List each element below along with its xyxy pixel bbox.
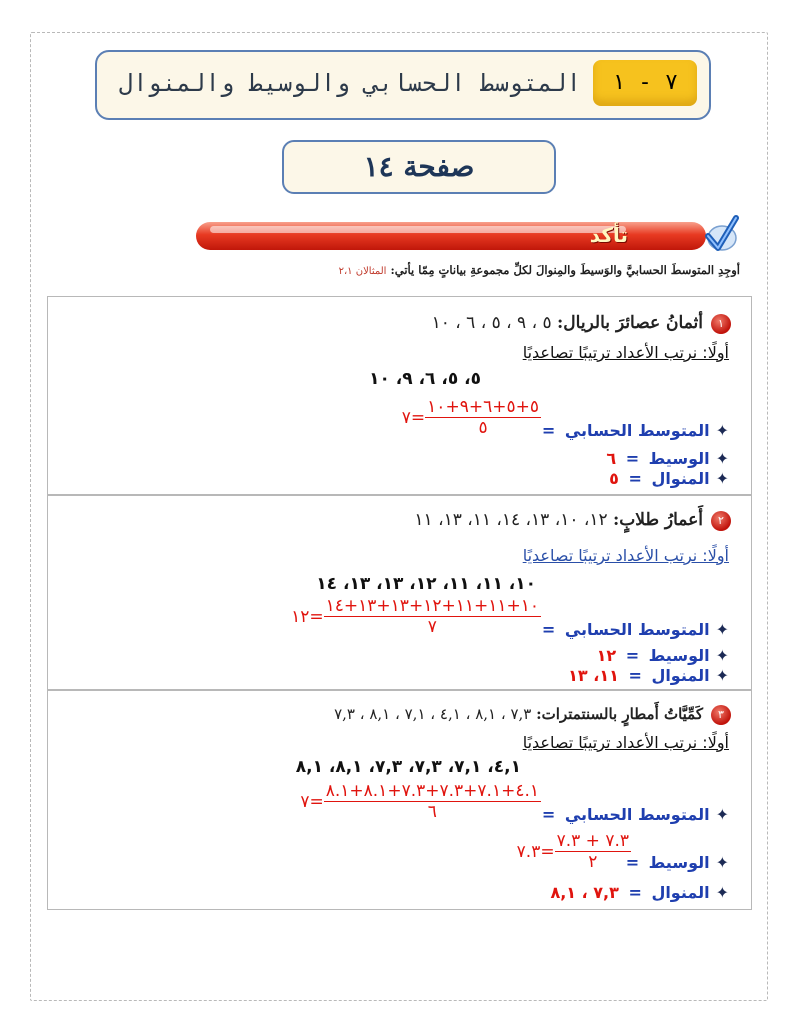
median-line: ✦الوسيط = (625, 853, 729, 872)
mean-result: ٧ (401, 407, 411, 428)
problem-data: ٧,٣ ، ٨,١ ، ٤,١ ، ٧,١ ، ٨,١ ، ٧,٣ (334, 705, 532, 723)
lesson-header (95, 50, 711, 120)
mean-numerator: ٤.١+٧.١+٧.٣+٧.٣+٨.١+٨.١ (325, 781, 539, 801)
page-number-box (282, 140, 556, 194)
problem-3-question: ٣كَمِّيَّاتُ أَمطارٍ بالسنتمترات: ٧,٣ ، ٨,١ ، ٤,١ ، ٧,١ ، ٨,١ ، ٧,٣ (334, 705, 731, 725)
lesson-title: المتوسط الحسابي والوسيط والمنوال (118, 69, 581, 97)
checkmark-icon (700, 214, 740, 254)
diamond-icon: ✦ (715, 853, 729, 872)
median-formula: $\frac{٧.٣ + ٧.٣}{٢}$ =٧.٣ (516, 831, 629, 872)
mean-formula: $\frac{١٠+١١+١١+١٢+١٣+١٣+١٤}{٧}$ =١٢ (291, 596, 539, 637)
problem-badge: ١ (711, 314, 731, 334)
mean-formula: $\frac{٤.١+٧.١+٧.٣+٧.٣+٨.١+٨.١}{٦}$ =٧ (300, 781, 539, 822)
mean-numerator: ٥+٥+٦+٩+١٠ (427, 397, 539, 417)
mean-result: ٧ (300, 791, 310, 812)
median-numerator: ٧.٣ + ٧.٣ (556, 831, 629, 851)
diamond-icon: ✦ (715, 469, 729, 488)
first-step-text: أولًا: نرتب الأعداد ترتيبًا تصاعديًا (522, 343, 729, 362)
problem-1-question: ١أثمانُ عصائرَ بالريال: ٥ ، ٩ ، ٥ ، ٦ ، ١٠ (432, 313, 731, 334)
mode-line: ✦المنوال = ٧,٣ ، ٨,١ (550, 883, 729, 902)
median-result: ٧.٣ (516, 841, 541, 862)
problem-badge: ٢ (711, 511, 731, 531)
mode-line: ✦المنوال = ٥ (609, 469, 729, 488)
diamond-icon: ✦ (715, 883, 729, 902)
problem-1 (47, 296, 752, 495)
instruction-text: أوجِدِ المتوسطَ الحسابيَّ والوَسيطَ والمِنوالَ لكلِّ مجموعةِ بياناتٍ مِمّا يأتي: المثالان ٢،١ (338, 263, 740, 277)
mean-denominator: ٦ (427, 802, 437, 822)
page-number-label: صفحة ١٤ (363, 150, 475, 183)
median-line: ✦الوسيط = ١٢ (596, 646, 729, 665)
lesson-number: ٧ - ١ (593, 60, 697, 106)
mean-denominator: ٧ (427, 617, 437, 637)
sorted-values: ٥، ٥، ٦، ٩، ١٠ (369, 369, 481, 389)
mode-value: ٧,٣ ، ٨,١ (550, 883, 619, 902)
diamond-icon: ✦ (715, 421, 729, 440)
mean-result: ١٢ (291, 606, 310, 627)
mode-value: ١١، ١٣ (568, 666, 619, 685)
mean-line: ✦المتوسط الحسابي = (541, 805, 729, 824)
mean-line: ✦المتوسط الحسابي = (541, 620, 729, 639)
mean-numerator: ١٠+١١+١١+١٢+١٣+١٣+١٤ (325, 596, 539, 616)
median-line: ✦الوسيط = ٦ (606, 449, 729, 468)
mean-denominator: ٥ (478, 418, 488, 438)
sorted-values: ١٠، ١١، ١١، ١٢، ١٣، ١٣، ١٤ (316, 574, 536, 594)
diamond-icon: ✦ (715, 666, 729, 685)
mean-line: ✦المتوسط الحسابي = (541, 421, 729, 440)
first-step-text: أولًا: نرتب الأعداد ترتيبًا تصاعديًا (522, 733, 729, 752)
diamond-icon: ✦ (715, 620, 729, 639)
problem-data: ١٢، ١٠، ١٣، ١٤، ١١، ١٣، ١١ (414, 510, 608, 530)
diamond-icon: ✦ (715, 646, 729, 665)
problem-3 (47, 690, 752, 910)
mode-value: ٥ (609, 469, 619, 488)
mode-line: ✦المنوال = ١١، ١٣ (568, 666, 729, 685)
check-label: تأكد (589, 223, 628, 247)
sorted-values: ٤,١، ٧,١، ٧,٣، ٧,٣، ٨,١، ٨,١ (295, 757, 521, 777)
diamond-icon: ✦ (715, 805, 729, 824)
mean-formula: $\frac{٥+٥+٦+٩+١٠}{٥}$ =٧ (401, 397, 539, 438)
problem-badge: ٣ (711, 705, 731, 725)
median-value: ١٢ (596, 646, 617, 665)
diamond-icon: ✦ (715, 449, 729, 468)
median-value: ٦ (606, 449, 617, 468)
first-step-text: أولًا: نرتب الأعداد ترتيبًا تصاعديًا (522, 546, 729, 565)
median-denominator: ٢ (588, 852, 598, 872)
problem-2 (47, 495, 752, 690)
problem-2-question: ٢أَعمارُ طلابٍ: ١٢، ١٠، ١٣، ١٤، ١١، ١٣، ١١ (414, 510, 731, 531)
instruction-reference: المثالان ٢،١ (338, 266, 387, 277)
check-banner (196, 222, 706, 250)
problem-data: ٥ ، ٩ ، ٥ ، ٦ ، ١٠ (431, 313, 552, 333)
